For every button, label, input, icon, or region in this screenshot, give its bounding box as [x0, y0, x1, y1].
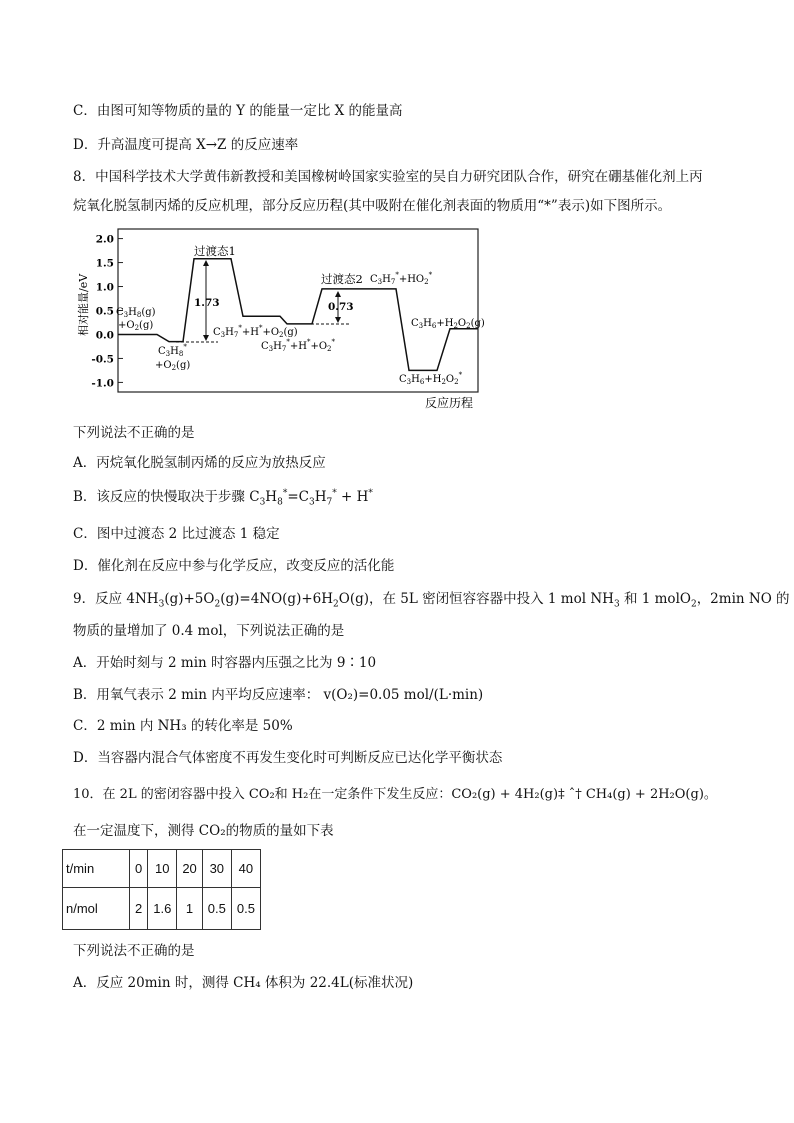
svg-text:+O2(g): $+O_2(g)$ — [118, 320, 154, 332]
svg-text:C3H8*: $C_3H_8^*$ — [158, 343, 187, 358]
q8-stem-line1: 8．中国科学技术大学黄伟新教授和美国橡树岭国家实验室的吴自力研究团队合作，研究在硼基催化剂上丙 — [73, 169, 703, 185]
co2-amount-table — [62, 849, 261, 930]
svg-text:C3H6+H2O2*: $C_3H_6+H_2O_2^*$ — [399, 371, 463, 386]
table-cell: 1.6 — [148, 888, 177, 930]
species-labels — [116, 271, 485, 386]
y-tick-label: 1.0 — [95, 281, 114, 294]
svg-text:C3H6+H2O2(g): $C_3H_6+H_2O_2(g)$ — [411, 318, 485, 330]
q8-question: 下列说法不正确的是 — [73, 425, 195, 441]
q8-option-d: D．催化剂在反应中参与化学反应，改变反应的活化能 — [73, 558, 395, 574]
table-row — [63, 850, 261, 888]
svg-text:C3H8(g): $C_3H_8(g)$ — [116, 307, 156, 319]
table-cell: t/min — [63, 850, 130, 888]
svg-text:C3H7*+HO2*: $C_3H_7^*+HO_2^*$ — [370, 271, 433, 286]
svg-text:C3H7*+H*+O2*: $C_3H_7^*+H^*+O_2^*$ — [261, 338, 335, 353]
table-cell: 40 — [231, 850, 260, 888]
q8-option-b: B．该反应的快慢取决于步骤 $C_3H_8^*=C_3H_7^* + H^*$ — [73, 488, 373, 508]
table-cell: 10 — [148, 850, 177, 888]
q10-stem-line2: 在一定温度下，测得 CO₂的物质的量如下表 — [73, 823, 334, 839]
q7-option-c: C．由图可知等物质的量的 Y 的能量一定比 X 的能量高 — [73, 103, 403, 119]
q9-option-c: C．2 min 内 NH₃ 的转化率是 50% — [73, 718, 293, 734]
q9-stem-line2: 物质的量增加了 0.4 mol，下列说法正确的是 — [73, 623, 345, 639]
y-tick-label: 0.5 — [95, 305, 114, 318]
y-axis-label: 相对能量/eV — [77, 273, 90, 336]
table-cell: 0 — [130, 850, 148, 888]
table-cell: 1 — [177, 888, 202, 930]
x-axis-label: 反应历程 — [425, 396, 474, 410]
q10-option-a: A．反应 20min 时，测得 CH₄ 体积为 22.4L(标准状况) — [73, 975, 414, 991]
ts2-label: 过渡态2 — [321, 272, 363, 286]
table-cell: 2 — [130, 888, 148, 930]
q9-option-b: B．用氧气表示 2 min 内平均反应速率： v(O₂)=0.05 mol/(L·min) — [73, 687, 484, 703]
q9-option-a: A．开始时刻与 2 min 时容器内压强之比为 9∶10 — [73, 655, 377, 671]
q10-question: 下列说法不正确的是 — [73, 943, 195, 959]
y-tick-label: 0.0 — [95, 329, 114, 342]
table-cell: 0.5 — [231, 888, 260, 930]
q8-option-a: A．丙烷氧化脱氢制丙烯的反应为放热反应 — [73, 455, 326, 471]
q8-stem-line2: 烷氧化脱氢制丙烯的反应机理，部分反应历程(其中吸附在催化剂表面的物质用“*”表示)如下图所示。 — [73, 198, 672, 214]
svg-text:C3H7*+H*+O2(g): $C_3H_7^*+H^*+O_2(g)$ — [213, 324, 298, 339]
table-row — [63, 888, 261, 930]
q9-option-d: D．当容器内混合气体密度不再发生变化时可判断反应已达化学平衡状态 — [73, 750, 503, 766]
ts1-label: 过渡态1 — [194, 244, 236, 258]
energy-profile-chart — [73, 226, 493, 412]
table-cell: 30 — [202, 850, 231, 888]
ea1-label: 1.73 — [194, 297, 220, 309]
y-tick-label: -1.0 — [91, 377, 114, 390]
table-cell: 20 — [177, 850, 202, 888]
q7-option-d: D．升高温度可提高 X→Z 的反应速率 — [73, 137, 299, 153]
svg-text:+O2(g): $+O_2(g)$ — [155, 360, 191, 372]
q9-stem-line1: 9．反应 $4NH_3(g)+5O_2(g)=4NO(g)+6H_2O(g)$，在 5L 密闭恒容容器中投入 1 mol $NH_3$ 和 1 molO$_2$，2min NO 的 — [73, 591, 790, 610]
q10-stem-line1: 10．在 2L 的密闭容器中投入 CO₂和 H₂在一定条件下发生反应：CO₂(g) + 4H₂(g)‡ ˆ† CH₄(g) + 2H₂O(g)。 — [73, 787, 717, 802]
table-cell: n/mol — [63, 888, 130, 930]
ea2-label: 0.73 — [328, 301, 354, 313]
y-tick-label: -0.5 — [91, 353, 114, 366]
y-tick-label: 2.0 — [95, 233, 114, 246]
q8-option-c: C．图中过渡态 2 比过渡态 1 稳定 — [73, 526, 280, 542]
table-cell: 0.5 — [202, 888, 231, 930]
y-tick-label: 1.5 — [95, 257, 114, 270]
